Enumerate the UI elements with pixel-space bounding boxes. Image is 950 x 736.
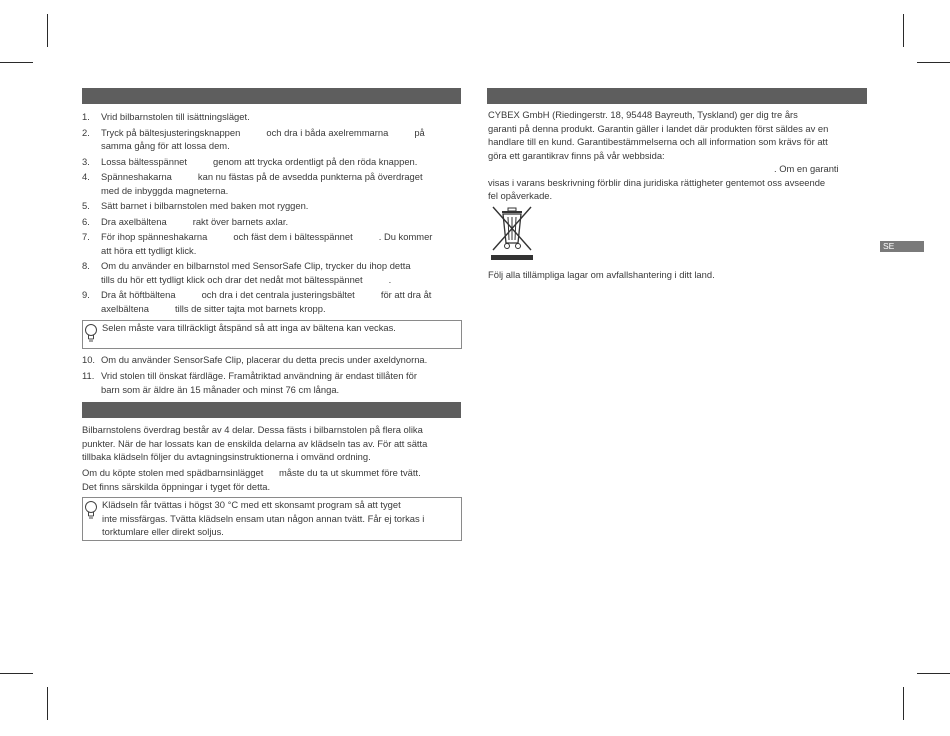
crop-mark [0,673,33,674]
tip-text: inte missfärgas. Tvätta klädseln ensam utan någon annan tvätt. Får ej torkas i [102,512,425,524]
step-number: 1. [82,111,90,122]
step-7 [82,230,462,259]
step-text: tills du hör ett tydligt klick och drar det nedåt mot bältesspännet . [101,273,392,285]
paragraph-line: visas i varans beskrivning förblir dina juridiska rättigheter gentemot oss avseende [488,176,826,188]
step-text: Spänneshakarna kan nu fästas på de avsedda punkterna på överdraget [101,171,423,182]
paragraph-line: garanti på denna produkt. Garantin gäller i landet där produkten först säldes av en [488,122,829,134]
step-5 [82,199,462,215]
step-number: 5. [82,200,90,211]
warranty-paragraph [488,108,868,203]
disposal-text: Följ alla tillämpliga lagar om avfallshantering i ditt land. [488,269,715,280]
step-10 [82,353,462,369]
crop-mark [47,14,48,47]
tip-text: Klädseln får tvättas i högst 30 °C med ett skonsamt program så att tyget [102,499,401,510]
step-text: att höra ett tydligt klick. [101,244,197,256]
lightbulb-icon [84,500,98,527]
section-header-bar [487,88,867,104]
step-8 [82,259,462,288]
step-text: med de inbyggda magneterna. [101,184,229,196]
crop-mark [917,62,950,63]
paragraph-line: Bilbarnstolens överdrag består av 4 delar. Dessa fästs i bilbarnstolen på flera olika [82,424,423,435]
lightbulb-icon [84,323,98,350]
step-text: Vrid bilbarnstolen till isättningsläget. [101,111,250,122]
step-number: 8. [82,260,90,271]
steps-list-b [82,353,462,398]
step-text: Tryck på bältesjusteringsknappen och dra i båda axelremmarna på [101,126,425,138]
paragraph-line: Det finns särskilda öppningar i tyget för detta. [82,480,271,492]
step-text: Vrid stolen till önskat färdläge. Framåtriktad användning är endast tillåten för [101,370,417,381]
crossed-out-bin-icon [489,203,535,268]
section-header-bar [82,88,461,104]
section-header-bar [82,402,461,418]
crop-mark [47,687,48,720]
step-text: Dra axelbältena rakt över barnets axlar. [101,215,289,227]
tip-box [82,320,462,349]
step-text: För ihop spänneshakarna och fäst dem i bältesspännet . Du kommer [101,231,433,242]
paragraph-line: punkter. När de har lossats kan de enskilda delarna av klädseln tas av. För att sätta [82,437,428,449]
step-number: 11. [82,370,95,381]
crop-mark [0,62,33,63]
step-number: 2. [82,126,90,138]
step-text: samma gång för att lossa dem. [101,140,230,151]
crop-mark [903,14,904,47]
step-2 [82,126,462,155]
step-number: 10. [82,354,96,365]
paragraph-line: . Om en garanti [774,163,839,174]
step-text: Lossa bältesspännet genom att trycka ordentligt på den röda knappen. [101,155,418,167]
tip-box [82,497,462,541]
step-text: barn som är äldre än 15 månader och minst 76 cm långa. [101,383,340,395]
paragraph-line: handlare till en kund. Garantibestämmelserna och all information som krävs för att [488,136,828,147]
cover-paragraph [82,423,462,464]
paragraph-line: Om du köpte stolen med spädbarnsinlägget måste du ta ut skummet före tvätt. [82,467,421,478]
step-11 [82,369,462,398]
infant-insert-paragraph [82,466,462,493]
crop-mark [903,687,904,720]
step-6 [82,215,462,231]
step-text: axelbältena tills de sitter tajta mot barnets kropp. [101,302,326,314]
tip-text: Selen måste vara tillräckligt åtspänd så att inga av bältena kan veckas. [102,322,396,333]
step-1 [82,110,462,126]
paragraph-line: fel opåverkade. [488,190,553,201]
language-tab: SE [880,241,924,252]
paragraph-line: CYBEX GmbH (Riedingerstr. 18, 95448 Bayreuth, Tyskland) ger dig tre års [488,109,798,120]
step-text: Sätt barnet i bilbarnstolen med baken mot ryggen. [101,200,309,211]
step-number: 9. [82,289,90,300]
step-text: Dra åt höftbältena och dra i det centrala justeringsbältet för att dra åt [101,289,432,300]
step-text: Om du använder en bilbarnstol med SensorSafe Clip, trycker du ihop detta [101,260,411,271]
crop-mark [917,673,950,674]
step-4 [82,170,462,199]
step-number: 7. [82,231,90,242]
paragraph-line: göra ett garantikrav finns på vår webbsida: [488,149,665,161]
step-9 [82,288,462,317]
tip-text: torktumlare eller direkt soljus. [102,526,224,537]
step-number: 4. [82,171,90,182]
step-3 [82,155,462,171]
step-number: 6. [82,215,90,227]
step-number: 3. [82,155,90,167]
paragraph-line: tillbaka klädseln följer du avtagningsinstruktionerna i omvänd ordning. [82,451,371,462]
steps-list-a [82,110,462,317]
step-text: Om du använder SensorSafe Clip, placerar du detta precis under axeldynorna. [101,354,428,365]
